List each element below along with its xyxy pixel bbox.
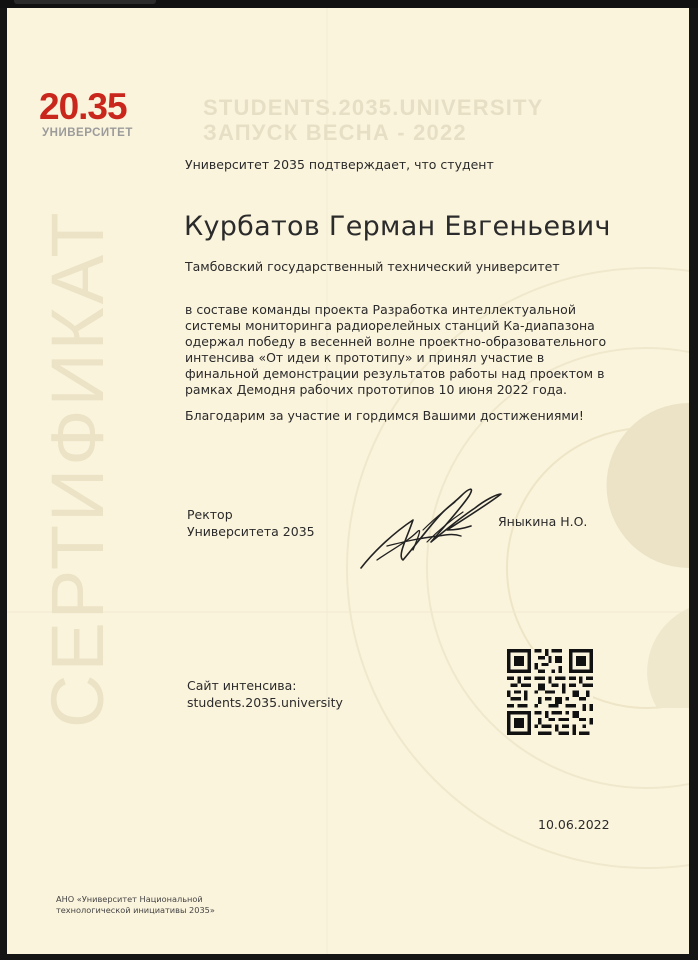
paragraph-line: интенсива «От идеи к прототипу» и принял участие в [185,350,545,365]
university-logo [39,88,151,139]
campaign-header [203,95,544,145]
thanks-text: Благодарим за участие и гордимся Вашими достижениями! [185,408,584,423]
achievement-paragraph [185,302,655,398]
confirmation-text: Университет 2035 подтверждает, что студент [185,157,494,172]
issue-date: 10.06.2022 [538,817,610,832]
qr-code [507,649,593,735]
logo-number: 20.35 [39,86,127,127]
paragraph-line: системы мониторинга радиорелейных станций Ка-диапазона [185,318,595,333]
campaign-header-line1: STUDENTS.2035.UNIVERSITY [203,95,544,120]
intensive-site [187,677,343,711]
site-url: students.2035.university [187,695,343,710]
paragraph-line: одержал победу в весенней волне проектно-образовательного [185,334,607,349]
site-label: Сайт интенсива: [187,678,297,693]
campaign-header-line2: ЗАПУСК ВЕСНА - 2022 [203,120,467,145]
university-name: Тамбовский государственный технический университет [185,259,560,274]
rector-title-line1: Ректор [187,507,233,522]
certificate-page [7,8,689,954]
organization-line2: технологической инициативы 2035» [56,905,215,915]
photo-top-edge [0,0,698,8]
signer-name: Яныкина Н.О. [498,514,588,529]
photo-top-tab [14,0,156,4]
paragraph-line: финальной демонстрации результатов работы над проектом в [185,366,605,381]
rector-title-line2: Университета 2035 [187,524,315,539]
certificate-watermark: СЕРТИФИКАТ [36,209,119,728]
logo-subtitle: УНИВЕРСИТЕТ [42,127,133,139]
paragraph-line: рамках Демодня рабочих прототипов 10 июня 2022 года. [185,382,567,397]
rector-title [187,506,315,540]
handwritten-signature [357,480,507,575]
organization-line1: АНО «Университет Национальной [56,894,203,904]
paragraph-line: в составе команды проекта Разработка интеллектуальной [185,302,576,317]
organization-name [56,894,215,916]
student-name: Курбатов Герман Евгеньевич [184,211,611,242]
